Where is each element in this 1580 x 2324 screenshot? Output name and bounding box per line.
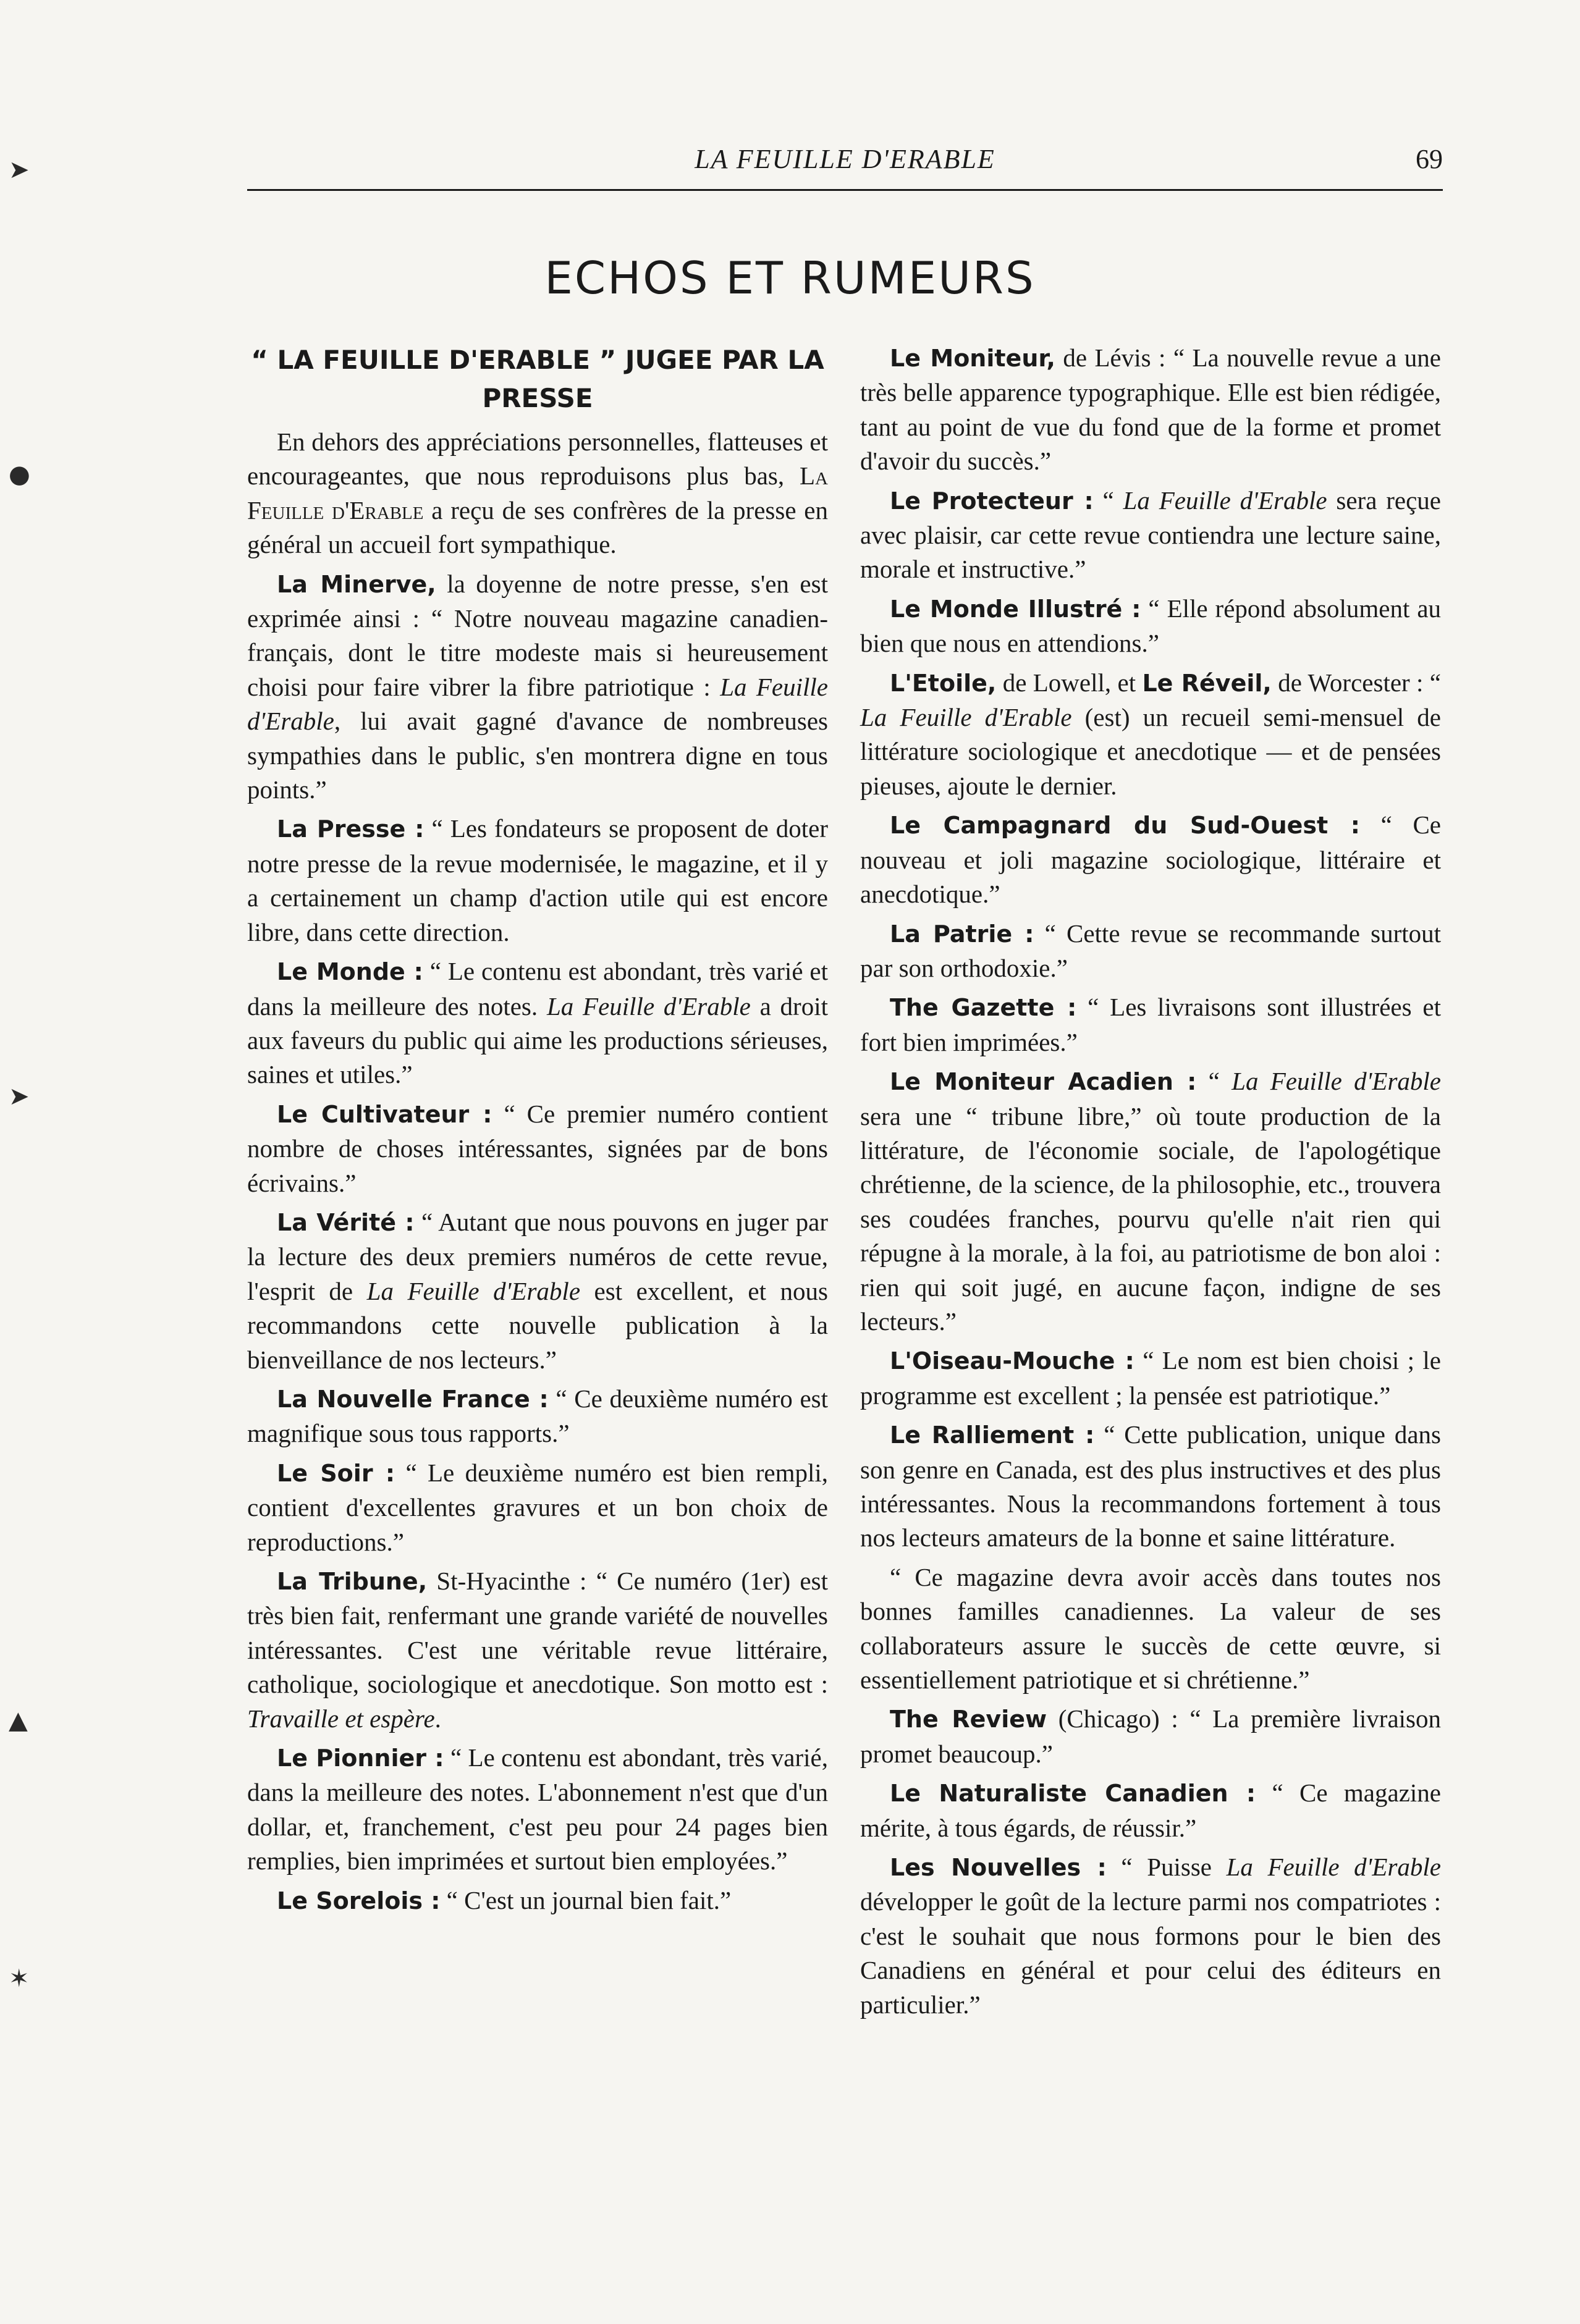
left-column xyxy=(247,341,828,1923)
margin-mark: ▲ xyxy=(9,1706,28,1735)
press-quote xyxy=(860,808,1441,911)
press-quote xyxy=(860,666,1441,804)
intro-text: a reçu de ses confrères de la presse en général un accueil fort sympathique. xyxy=(247,495,828,559)
quote-text: (est) un recueil semi-mensuel de littérature sociologique et anecdotique — et de pensées pieuses, ajoute le dernier. xyxy=(860,703,1441,800)
press-quote xyxy=(860,1064,1441,1339)
press-quote xyxy=(247,1884,828,1918)
running-title: LA FEUILLE D'ERABLE xyxy=(695,144,995,174)
quote-text: la doyenne de notre presse, s'en est exprimée ainsi : “ Notre nouveau magazine canadien-français, dont le titre modeste mais si heureusement choisi pour faire vibrer la fibre patriotique : xyxy=(247,569,828,701)
press-quote xyxy=(247,1741,828,1879)
quote-emphasis: Travaille et espère xyxy=(247,1704,435,1733)
press-source: Le Réveil, xyxy=(1142,669,1272,697)
quote-text: “ Autant que nous pouvons en juger par la lecture des deux premiers numéros de cette revue, l'esprit de xyxy=(247,1207,828,1305)
section-title: “ LA FEUILLE D'ERABLE ” JUGEE PAR LA PRESSE xyxy=(251,345,824,413)
header-rule xyxy=(247,189,1443,191)
press-quote xyxy=(860,484,1441,587)
quote-text: “ Ce premier numéro contient nombre de choses intéressantes, signées par de bons écrivains.” xyxy=(247,1099,828,1197)
press-source: La Patrie : xyxy=(890,920,1034,948)
quote-text: développer le goût de la lecture parmi nos compatriotes : c'est le souhait que nous formons pour le bien des Canadiens en général et pour celui des éditeurs en particulier.” xyxy=(860,1887,1441,2019)
quote-text: “ Le contenu est abondant, très varié, dans la meilleure des notes. L'abonnement n'est que d'un dollar, et, franchement, c'est peu pour 24 pages bien remplies, bien imprimées et surtout bien employées.” xyxy=(247,1743,828,1876)
press-quote xyxy=(247,1382,828,1451)
press-quote xyxy=(860,341,1441,479)
quote-text: “ xyxy=(1093,486,1123,515)
quote-text: “ Ce nouveau et joli magazine sociologique, littéraire et anecdotique.” xyxy=(860,810,1442,909)
press-source: The Gazette : xyxy=(890,994,1077,1022)
press-quote xyxy=(860,1702,1441,1771)
press-quote xyxy=(860,1776,1441,1845)
quote-text: “ Ce deuxième numéro est magnifique sous tous rapports.” xyxy=(247,1384,828,1448)
press-quote xyxy=(247,812,828,949)
quote-text: de Worcester : “ xyxy=(1271,668,1441,697)
quote-emphasis: La Feuille d'Erable xyxy=(1231,1067,1441,1096)
quote-text: , lui avait gagné d'avance de nombreuses sympathies dans le public, s'en montrera digne en tous points.” xyxy=(247,707,828,804)
quote-emphasis: La Feuille d'Erable xyxy=(1123,486,1327,515)
intro-paragraph xyxy=(247,425,828,562)
press-source: Le Monde : xyxy=(277,958,423,986)
quote-text: a droit aux faveurs du public qui aime les productions sérieuses, saines et utiles.” xyxy=(247,991,828,1089)
page-title: ECHOS ET RUMEURS xyxy=(544,252,1036,304)
press-quote xyxy=(860,1560,1441,1698)
quote-text: de Lévis : “ La nouvelle revue a une très belle apparence typographique. Elle est bien rédigée, tant au point de vue du fond que de la forme et promet d'avoir du succès.” xyxy=(860,343,1441,476)
press-source: Le Protecteur : xyxy=(890,487,1094,515)
quote-text: “ Les fondateurs se proposent de doter notre presse de la revue modernisée, le magazine, et il y a certainement un champ d'action utile qui est encore libre, dans cette direction. xyxy=(247,814,828,946)
quote-text: est excellent, et nous recommandons cette nouvelle publication à la bienveillance de nos lecteurs.” xyxy=(247,1276,828,1374)
press-source: La Presse : xyxy=(277,815,425,843)
quote-emphasis: La Feuille d'Erable xyxy=(366,1276,581,1305)
press-source: Le Moniteur Acadien : xyxy=(890,1068,1197,1096)
press-source: Les Nouvelles : xyxy=(890,1854,1107,1882)
press-quote xyxy=(860,1850,1441,2022)
page-header xyxy=(247,143,1443,187)
press-source: Le Sorelois : xyxy=(277,1887,441,1914)
quote-text: “ xyxy=(1196,1067,1232,1096)
press-source: Le Campagnard du Sud-Ouest : xyxy=(890,812,1360,840)
margin-mark: ➤ xyxy=(9,156,30,184)
intro-text: En dehors des appréciations personnelles, flatteuses et encourageantes, que nous reproduisons plus bas, xyxy=(247,427,828,490)
press-quote xyxy=(247,1456,828,1559)
press-source: Le Pionnier : xyxy=(277,1745,444,1772)
quote-text: sera reçue avec plaisir, car cette revue contiendra une lecture saine, morale et instructive.” xyxy=(860,486,1441,584)
press-source: The Review xyxy=(890,1706,1047,1733)
quote-emphasis: La Feuille d'Erable xyxy=(1226,1853,1441,1882)
press-quote xyxy=(860,592,1441,661)
quote-emphasis: La Feuille d'Erable xyxy=(546,991,751,1021)
press-quote xyxy=(247,954,828,1092)
quote-text: “ Elle répond absolument au bien que nous en attendions.” xyxy=(860,594,1442,658)
press-quote xyxy=(247,1564,828,1736)
press-quote xyxy=(247,1205,828,1377)
quote-text: St-Hyacinthe : “ Ce numéro (1er) est très bien fait, renfermant une grande variété de nouvelles intéressantes. C'est une véritable revue littéraire, catholique, sociologique et anecdotique. Son motto est : xyxy=(247,1567,828,1699)
quote-text: “ Le contenu est abondant, très varié et dans la meilleure des notes. xyxy=(247,957,828,1021)
press-source: Le Ralliement : xyxy=(890,1421,1095,1449)
journal-name: La Feuille d'Erable xyxy=(247,461,828,524)
press-source: Le Moniteur, xyxy=(890,345,1055,372)
margin-mark: ➤ xyxy=(9,1082,30,1111)
quote-emphasis: La Feuille d'Erable xyxy=(860,703,1072,732)
press-source: Le Naturaliste Canadien : xyxy=(890,1780,1256,1808)
quote-text: “ Les livraisons sont illustrées et fort bien imprimées.” xyxy=(860,993,1441,1056)
quote-text: . xyxy=(434,1704,441,1733)
quote-text: “ Cette publication, unique dans son genre en Canada, est des plus instructives et des plus intéressantes. Nous la recommandons fortement à tous nos lecteurs amateurs de la bonne et saine littérature. xyxy=(860,1420,1441,1552)
press-quote xyxy=(860,990,1441,1059)
quote-text: “ C'est un journal bien fait.” xyxy=(440,1885,732,1914)
quote-text: “ Puisse xyxy=(1106,1853,1227,1882)
quote-text: “ Le deuxième numéro est bien rempli, contient d'excellentes gravures et un bon choix de reproductions.” xyxy=(247,1458,829,1556)
press-source: La Minerve, xyxy=(277,570,436,598)
quote-text: (Chicago) : “ La première livraison promet beaucoup.” xyxy=(860,1704,1441,1768)
press-source: Le Soir : xyxy=(277,1459,395,1487)
press-source: Le Monde Illustré : xyxy=(890,595,1141,623)
margin-mark: ✶ xyxy=(9,1964,30,1993)
quote-emphasis: La Feuille d'Erable xyxy=(247,672,828,736)
press-source: L'Oiseau-Mouche : xyxy=(890,1347,1134,1375)
right-column xyxy=(860,341,1441,2027)
page-number: 69 xyxy=(1416,144,1443,174)
press-quote xyxy=(247,567,828,807)
quote-text: de Lowell, et xyxy=(996,668,1143,697)
quote-text: “ Ce magazine devra avoir accès dans toutes nos bonnes familles canadiennes. La valeur de ses collaborateurs assure le succès de cette œuvre, si essentiellement patriotique et si chrétienne.” xyxy=(860,1562,1441,1695)
quote-text: “ Ce magazine mérite, à tous égards, de réussir.” xyxy=(860,1779,1441,1842)
quote-text: sera une “ tribune libre,” où toute production de la littérature, de l'économie sociale, de l'apologétique chrétienne, de la science, de la philosophie, etc., trouvera ses coudées franches, pourvu qu'elle n'ait rien qui répugne à la morale, à la foi, au patriotisme de bon aloi : rien qui soit jugé, en aucune façon, indigne de ses lecteurs.” xyxy=(860,1101,1441,1336)
press-source: L'Etoile, xyxy=(890,669,997,697)
press-quote xyxy=(860,917,1441,986)
press-source: La Vérité : xyxy=(277,1208,415,1236)
margin-mark: ● xyxy=(9,460,30,489)
quote-text: “ Cette revue se recommande surtout par son orthodoxie.” xyxy=(860,919,1442,982)
press-quote xyxy=(247,1097,828,1200)
press-quote xyxy=(860,1418,1441,1556)
press-source: La Nouvelle France : xyxy=(277,1385,549,1413)
press-source: La Tribune, xyxy=(277,1568,428,1595)
press-source: Le Cultivateur : xyxy=(277,1100,492,1128)
quote-text: “ Le nom est bien choisi ; le programme est excellent ; la pensée est patriotique.” xyxy=(860,1346,1441,1410)
press-quote xyxy=(860,1344,1441,1413)
